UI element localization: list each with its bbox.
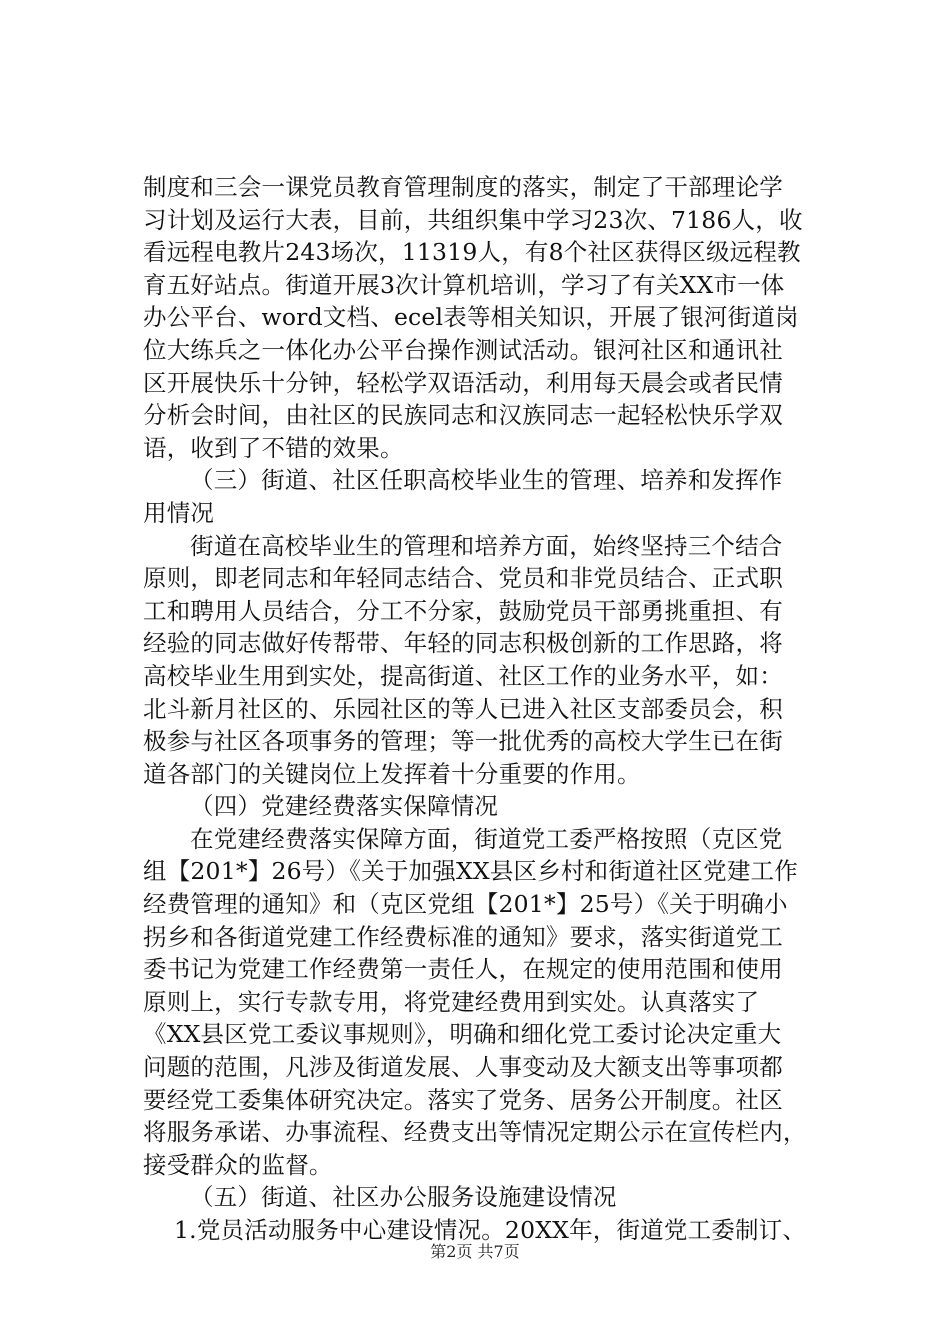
text-line: 极参与社区各项事务的管理；等一批优秀的高校大学生已在街 bbox=[143, 727, 783, 756]
text-line: 接受群众的监督。 bbox=[143, 1150, 333, 1179]
text-line: 组【201*】26号）《关于加强XX县区乡村和街道社区党建工作 bbox=[143, 857, 798, 886]
text-line: 将服务承诺、办事流程、经费支出等情况定期公示在宣传栏内， bbox=[143, 1118, 807, 1147]
text-line: 道各部门的关键岗位上发挥着十分重要的作用。 bbox=[143, 759, 641, 788]
text-line: 语，收到了不错的效果。 bbox=[143, 433, 404, 462]
page-footer: 第2页 共7页 bbox=[430, 1242, 520, 1261]
text-line: 工和聘用人员结合，分工不分家，鼓励党员干部勇挑重担、有 bbox=[143, 596, 783, 625]
text-line: 分析会时间，由社区的民族同志和汉族同志一起轻松快乐学双 bbox=[143, 401, 783, 430]
section-heading-3-cont: 用情况 bbox=[143, 498, 215, 527]
text-line: 原则上，实行专款专用，将党建经费用到实处。认真落实了 bbox=[143, 987, 760, 1016]
section-heading-3: （三）街道、社区任职高校毕业生的管理、培养和发挥作 bbox=[190, 466, 783, 495]
text-line: 街道在高校毕业生的管理和培养方面，始终坚持三个结合 bbox=[190, 531, 783, 560]
section-heading-4: （四）党建经费落实保障情况 bbox=[190, 792, 499, 821]
text-line: 问题的范围，凡涉及街道发展、人事变动及大额支出等事项都 bbox=[143, 1053, 783, 1082]
text-line: 区开展快乐十分钟，轻松学双语活动，利用每天晨会或者民情 bbox=[143, 368, 783, 397]
text-line: 育五好站点。街道开展3次计算机培训，学习了有关XX市一体 bbox=[143, 270, 785, 299]
section-heading-5: （五）街道、社区办公服务设施建设情况 bbox=[190, 1183, 617, 1212]
text-line: 原则，即老同志和年轻同志结合、党员和非党员结合、正式职 bbox=[143, 564, 783, 593]
text-line: 在党建经费落实保障方面，街道党工委严格按照（克区党 bbox=[190, 824, 783, 853]
numbered-item: 1.党员活动服务中心建设情况。20XX年，街道党工委制订、 bbox=[174, 1216, 807, 1244]
document-body bbox=[143, 171, 843, 1247]
text-line: 位大练兵之一体化办公平台操作测试活动。银河社区和通讯社 bbox=[143, 335, 783, 364]
text-line: 经费管理的通知》和（克区党组【201*】25号）《关于明确小 bbox=[143, 890, 788, 919]
text-line: 《XX县区党工委议事规则》，明确和细化党工委讨论决定重大 bbox=[143, 1020, 782, 1049]
text-line: 要经党工委集体研究决定。落实了党务、居务公开制度。社区 bbox=[143, 1085, 783, 1114]
text-line: 委书记为党建工作经费第一责任人，在规定的使用范围和使用 bbox=[143, 955, 783, 984]
text-line: 看远程电教片243场次，11319人，有8个社区获得区级远程教 bbox=[143, 238, 801, 267]
text-line: 制度和三会一课党员教育管理制度的落实，制定了干部理论学 bbox=[143, 173, 783, 201]
text-line: 办公平台、word文档、ecel表等相关知识，开展了银河街道岗 bbox=[143, 303, 799, 332]
text-line: 高校毕业生用到实处，提高街道、社区工作的业务水平，如： bbox=[143, 661, 783, 690]
text-line: 经验的同志做好传帮带、年轻的同志积极创新的工作思路，将 bbox=[143, 629, 783, 658]
text-line: 拐乡和各街道党建工作经费标准的通知》要求，落实街道党工 bbox=[143, 922, 783, 951]
text-line: 北斗新月社区的、乐园社区的等人已进入社区支部委员会，积 bbox=[143, 694, 783, 723]
text-line: 习计划及运行大表，目前，共组织集中学习23次、7186人，收 bbox=[143, 205, 803, 234]
